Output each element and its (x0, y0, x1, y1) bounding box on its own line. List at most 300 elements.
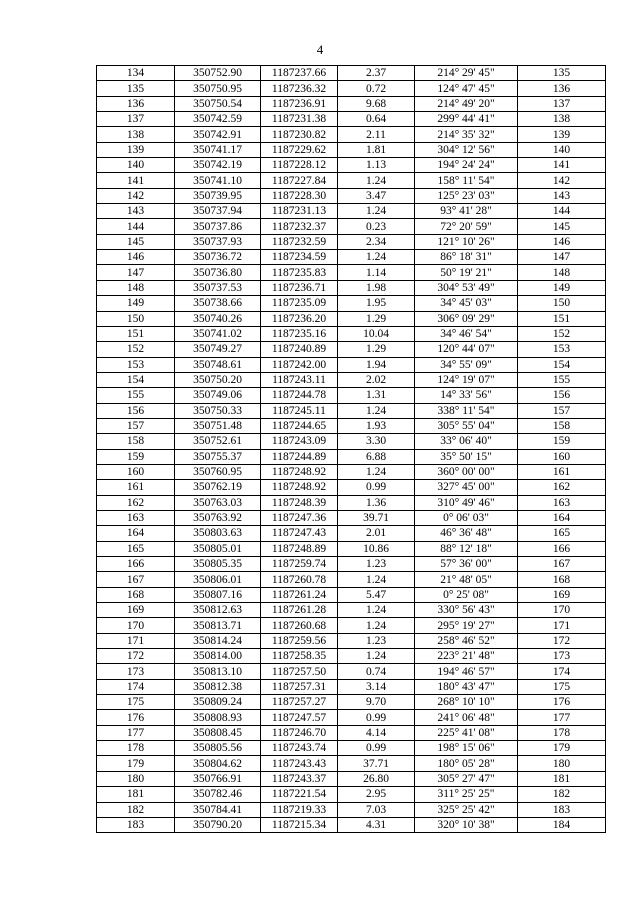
bearing-cell: 72° 20' 59" (415, 219, 518, 234)
y-coordinate-cell: 1187215.34 (261, 817, 338, 832)
distance-cell: 1.24 (338, 403, 415, 418)
bearing-cell: 214° 49' 20" (415, 96, 518, 111)
y-coordinate-cell: 1187259.56 (261, 633, 338, 648)
bearing-cell: 34° 55' 09" (415, 357, 518, 372)
y-coordinate-cell: 1187240.89 (261, 342, 338, 357)
bearing-cell: 86° 18' 31" (415, 250, 518, 265)
x-coordinate-cell: 350804.62 (175, 756, 261, 771)
distance-cell: 1.24 (338, 464, 415, 479)
distance-cell: 0.64 (338, 112, 415, 127)
y-coordinate-cell: 1187234.59 (261, 250, 338, 265)
next-point-cell: 151 (518, 311, 606, 326)
bearing-cell: 225° 41' 08" (415, 725, 518, 740)
coordinate-table (96, 65, 606, 833)
x-coordinate-cell: 350812.38 (175, 679, 261, 694)
y-coordinate-cell: 1187235.09 (261, 296, 338, 311)
point-number-cell: 174 (97, 679, 175, 694)
bearing-cell: 338° 11' 54" (415, 403, 518, 418)
point-number-cell: 135 (97, 81, 175, 96)
y-coordinate-cell: 1187261.24 (261, 587, 338, 602)
table-row (97, 495, 606, 510)
table-row (97, 771, 606, 786)
bearing-cell: 258° 46' 52" (415, 633, 518, 648)
next-point-cell: 143 (518, 188, 606, 203)
x-coordinate-cell: 350736.72 (175, 250, 261, 265)
table-row (97, 173, 606, 188)
y-coordinate-cell: 1187221.54 (261, 787, 338, 802)
x-coordinate-cell: 350737.86 (175, 219, 261, 234)
table-row (97, 787, 606, 802)
distance-cell: 1.24 (338, 649, 415, 664)
distance-cell: 2.02 (338, 372, 415, 387)
x-coordinate-cell: 350741.10 (175, 173, 261, 188)
distance-cell: 1.14 (338, 265, 415, 280)
bearing-cell: 311° 25' 25" (415, 787, 518, 802)
x-coordinate-cell: 350737.53 (175, 280, 261, 295)
y-coordinate-cell: 1187247.57 (261, 710, 338, 725)
x-coordinate-cell: 350738.66 (175, 296, 261, 311)
bearing-cell: 180° 05' 28" (415, 756, 518, 771)
bearing-cell: 327° 45' 00" (415, 480, 518, 495)
bearing-cell: 268° 10' 10" (415, 695, 518, 710)
x-coordinate-cell: 350741.17 (175, 142, 261, 157)
y-coordinate-cell: 1187257.50 (261, 664, 338, 679)
distance-cell: 0.99 (338, 741, 415, 756)
table-row (97, 265, 606, 280)
x-coordinate-cell: 350812.63 (175, 603, 261, 618)
distance-cell: 0.99 (338, 480, 415, 495)
y-coordinate-cell: 1187232.37 (261, 219, 338, 234)
distance-cell: 1.93 (338, 418, 415, 433)
y-coordinate-cell: 1187228.12 (261, 158, 338, 173)
y-coordinate-cell: 1187257.27 (261, 695, 338, 710)
bearing-cell: 50° 19' 21" (415, 265, 518, 280)
table-row (97, 234, 606, 249)
point-number-cell: 139 (97, 142, 175, 157)
bearing-cell: 360° 00' 00" (415, 464, 518, 479)
point-number-cell: 180 (97, 771, 175, 786)
distance-cell: 1.23 (338, 557, 415, 572)
point-number-cell: 143 (97, 204, 175, 219)
distance-cell: 0.74 (338, 664, 415, 679)
distance-cell: 0.23 (338, 219, 415, 234)
bearing-cell: 46° 36' 48" (415, 526, 518, 541)
next-point-cell: 183 (518, 802, 606, 817)
bearing-cell: 194° 46' 57" (415, 664, 518, 679)
x-coordinate-cell: 350742.91 (175, 127, 261, 142)
bearing-cell: 88° 12' 18" (415, 541, 518, 556)
distance-cell: 1.94 (338, 357, 415, 372)
table-row (97, 388, 606, 403)
point-number-cell: 140 (97, 158, 175, 173)
point-number-cell: 142 (97, 188, 175, 203)
point-number-cell: 170 (97, 618, 175, 633)
bearing-cell: 93° 41' 28" (415, 204, 518, 219)
point-number-cell: 159 (97, 449, 175, 464)
distance-cell: 4.31 (338, 817, 415, 832)
y-coordinate-cell: 1187244.89 (261, 449, 338, 464)
next-point-cell: 163 (518, 495, 606, 510)
table-row (97, 802, 606, 817)
x-coordinate-cell: 350805.56 (175, 741, 261, 756)
next-point-cell: 176 (518, 695, 606, 710)
next-point-cell: 161 (518, 464, 606, 479)
table-row (97, 557, 606, 572)
point-number-cell: 146 (97, 250, 175, 265)
bearing-cell: 158° 11' 54" (415, 173, 518, 188)
point-number-cell: 149 (97, 296, 175, 311)
x-coordinate-cell: 350739.95 (175, 188, 261, 203)
distance-cell: 9.70 (338, 695, 415, 710)
x-coordinate-cell: 350813.10 (175, 664, 261, 679)
point-number-cell: 151 (97, 326, 175, 341)
y-coordinate-cell: 1187242.00 (261, 357, 338, 372)
point-number-cell: 155 (97, 388, 175, 403)
point-number-cell: 157 (97, 418, 175, 433)
y-coordinate-cell: 1187237.66 (261, 66, 338, 81)
x-coordinate-cell: 350760.95 (175, 464, 261, 479)
x-coordinate-cell: 350741.02 (175, 326, 261, 341)
table-row (97, 188, 606, 203)
bearing-cell: 0° 06' 03" (415, 510, 518, 525)
next-point-cell: 158 (518, 418, 606, 433)
table-row (97, 695, 606, 710)
bearing-cell: 21° 48' 05" (415, 572, 518, 587)
distance-cell: 1.24 (338, 618, 415, 633)
x-coordinate-cell: 350803.63 (175, 526, 261, 541)
table-row (97, 81, 606, 96)
bearing-cell: 35° 50' 15" (415, 449, 518, 464)
table-row (97, 418, 606, 433)
point-number-cell: 144 (97, 219, 175, 234)
distance-cell: 2.11 (338, 127, 415, 142)
y-coordinate-cell: 1187243.11 (261, 372, 338, 387)
x-coordinate-cell: 350807.16 (175, 587, 261, 602)
table-row (97, 326, 606, 341)
distance-cell: 1.29 (338, 342, 415, 357)
point-number-cell: 179 (97, 756, 175, 771)
bearing-cell: 124° 47' 45" (415, 81, 518, 96)
point-number-cell: 165 (97, 541, 175, 556)
y-coordinate-cell: 1187231.38 (261, 112, 338, 127)
bearing-cell: 124° 19' 07" (415, 372, 518, 387)
bearing-cell: 121° 10' 26" (415, 234, 518, 249)
next-point-cell: 154 (518, 357, 606, 372)
bearing-cell: 304° 53' 49" (415, 280, 518, 295)
y-coordinate-cell: 1187244.65 (261, 418, 338, 433)
point-number-cell: 172 (97, 649, 175, 664)
point-number-cell: 183 (97, 817, 175, 832)
next-point-cell: 178 (518, 725, 606, 740)
distance-cell: 9.68 (338, 96, 415, 111)
point-number-cell: 138 (97, 127, 175, 142)
y-coordinate-cell: 1187230.82 (261, 127, 338, 142)
distance-cell: 5.47 (338, 587, 415, 602)
table-row (97, 66, 606, 81)
next-point-cell: 142 (518, 173, 606, 188)
bearing-cell: 194° 24' 24" (415, 158, 518, 173)
table-row (97, 127, 606, 142)
next-point-cell: 157 (518, 403, 606, 418)
distance-cell: 1.95 (338, 296, 415, 311)
point-number-cell: 167 (97, 572, 175, 587)
next-point-cell: 180 (518, 756, 606, 771)
point-number-cell: 166 (97, 557, 175, 572)
point-number-cell: 163 (97, 510, 175, 525)
bearing-cell: 241° 06' 48" (415, 710, 518, 725)
distance-cell: 3.14 (338, 679, 415, 694)
table-row (97, 756, 606, 771)
table-row (97, 449, 606, 464)
coordinate-table-body (97, 66, 606, 833)
y-coordinate-cell: 1187260.68 (261, 618, 338, 633)
point-number-cell: 175 (97, 695, 175, 710)
y-coordinate-cell: 1187236.20 (261, 311, 338, 326)
next-point-cell: 162 (518, 480, 606, 495)
y-coordinate-cell: 1187235.83 (261, 265, 338, 280)
x-coordinate-cell: 350782.46 (175, 787, 261, 802)
y-coordinate-cell: 1187248.39 (261, 495, 338, 510)
next-point-cell: 165 (518, 526, 606, 541)
x-coordinate-cell: 350752.61 (175, 434, 261, 449)
x-coordinate-cell: 350808.93 (175, 710, 261, 725)
distance-cell: 3.47 (338, 188, 415, 203)
point-number-cell: 137 (97, 112, 175, 127)
next-point-cell: 159 (518, 434, 606, 449)
table-row (97, 572, 606, 587)
table-row (97, 357, 606, 372)
table-row (97, 204, 606, 219)
point-number-cell: 173 (97, 664, 175, 679)
distance-cell: 0.72 (338, 81, 415, 96)
point-number-cell: 176 (97, 710, 175, 725)
y-coordinate-cell: 1187259.74 (261, 557, 338, 572)
y-coordinate-cell: 1187248.92 (261, 464, 338, 479)
x-coordinate-cell: 350742.59 (175, 112, 261, 127)
x-coordinate-cell: 350737.93 (175, 234, 261, 249)
table-row (97, 480, 606, 495)
next-point-cell: 172 (518, 633, 606, 648)
next-point-cell: 173 (518, 649, 606, 664)
y-coordinate-cell: 1187244.78 (261, 388, 338, 403)
bearing-cell: 306° 09' 29" (415, 311, 518, 326)
y-coordinate-cell: 1187258.35 (261, 649, 338, 664)
bearing-cell: 214° 29' 45" (415, 66, 518, 81)
next-point-cell: 168 (518, 572, 606, 587)
x-coordinate-cell: 350737.94 (175, 204, 261, 219)
next-point-cell: 152 (518, 326, 606, 341)
next-point-cell: 169 (518, 587, 606, 602)
bearing-cell: 34° 45' 03" (415, 296, 518, 311)
next-point-cell: 166 (518, 541, 606, 556)
x-coordinate-cell: 350750.95 (175, 81, 261, 96)
x-coordinate-cell: 350763.92 (175, 510, 261, 525)
x-coordinate-cell: 350814.24 (175, 633, 261, 648)
x-coordinate-cell: 350809.24 (175, 695, 261, 710)
table-row (97, 112, 606, 127)
y-coordinate-cell: 1187243.37 (261, 771, 338, 786)
point-number-cell: 164 (97, 526, 175, 541)
y-coordinate-cell: 1187243.09 (261, 434, 338, 449)
table-row (97, 142, 606, 157)
distance-cell: 10.86 (338, 541, 415, 556)
x-coordinate-cell: 350806.01 (175, 572, 261, 587)
distance-cell: 1.24 (338, 250, 415, 265)
bearing-cell: 180° 43' 47" (415, 679, 518, 694)
point-number-cell: 150 (97, 311, 175, 326)
bearing-cell: 34° 46' 54" (415, 326, 518, 341)
distance-cell: 1.36 (338, 495, 415, 510)
point-number-cell: 148 (97, 280, 175, 295)
bearing-cell: 304° 12' 56" (415, 142, 518, 157)
table-row (97, 219, 606, 234)
x-coordinate-cell: 350750.33 (175, 403, 261, 418)
y-coordinate-cell: 1187248.89 (261, 541, 338, 556)
x-coordinate-cell: 350813.71 (175, 618, 261, 633)
y-coordinate-cell: 1187247.43 (261, 526, 338, 541)
distance-cell: 1.24 (338, 204, 415, 219)
next-point-cell: 135 (518, 66, 606, 81)
distance-cell: 4.14 (338, 725, 415, 740)
table-row (97, 311, 606, 326)
next-point-cell: 136 (518, 81, 606, 96)
distance-cell: 1.13 (338, 158, 415, 173)
table-row (97, 741, 606, 756)
y-coordinate-cell: 1187247.36 (261, 510, 338, 525)
table-row (97, 603, 606, 618)
next-point-cell: 182 (518, 787, 606, 802)
bearing-cell: 305° 55' 04" (415, 418, 518, 433)
x-coordinate-cell: 350749.06 (175, 388, 261, 403)
next-point-cell: 156 (518, 388, 606, 403)
bearing-cell: 299° 44' 41" (415, 112, 518, 127)
table-row (97, 679, 606, 694)
x-coordinate-cell: 350742.19 (175, 158, 261, 173)
bearing-cell: 310° 49' 46" (415, 495, 518, 510)
x-coordinate-cell: 350784.41 (175, 802, 261, 817)
next-point-cell: 177 (518, 710, 606, 725)
distance-cell: 2.34 (338, 234, 415, 249)
bearing-cell: 0° 25' 08" (415, 587, 518, 602)
page-number: 4 (316, 42, 324, 57)
next-point-cell: 153 (518, 342, 606, 357)
next-point-cell: 139 (518, 127, 606, 142)
bearing-cell: 33° 06' 40" (415, 434, 518, 449)
table-row (97, 342, 606, 357)
y-coordinate-cell: 1187236.32 (261, 81, 338, 96)
x-coordinate-cell: 350736.80 (175, 265, 261, 280)
y-coordinate-cell: 1187228.30 (261, 188, 338, 203)
distance-cell: 1.24 (338, 173, 415, 188)
next-point-cell: 137 (518, 96, 606, 111)
distance-cell: 10.04 (338, 326, 415, 341)
table-row (97, 434, 606, 449)
bearing-cell: 330° 56' 43" (415, 603, 518, 618)
x-coordinate-cell: 350755.37 (175, 449, 261, 464)
bearing-cell: 295° 19' 27" (415, 618, 518, 633)
bearing-cell: 214° 35' 32" (415, 127, 518, 142)
point-number-cell: 154 (97, 372, 175, 387)
y-coordinate-cell: 1187232.59 (261, 234, 338, 249)
y-coordinate-cell: 1187235.16 (261, 326, 338, 341)
distance-cell: 39.71 (338, 510, 415, 525)
next-point-cell: 150 (518, 296, 606, 311)
next-point-cell: 179 (518, 741, 606, 756)
table-row (97, 372, 606, 387)
point-number-cell: 152 (97, 342, 175, 357)
point-number-cell: 134 (97, 66, 175, 81)
bearing-cell: 320° 10' 38" (415, 817, 518, 832)
distance-cell: 7.03 (338, 802, 415, 817)
next-point-cell: 148 (518, 265, 606, 280)
point-number-cell: 178 (97, 741, 175, 756)
table-row (97, 510, 606, 525)
x-coordinate-cell: 350762.19 (175, 480, 261, 495)
distance-cell: 1.98 (338, 280, 415, 295)
distance-cell: 1.81 (338, 142, 415, 157)
next-point-cell: 146 (518, 234, 606, 249)
table-row (97, 710, 606, 725)
y-coordinate-cell: 1187219.33 (261, 802, 338, 817)
point-number-cell: 153 (97, 357, 175, 372)
point-number-cell: 182 (97, 802, 175, 817)
next-point-cell: 138 (518, 112, 606, 127)
x-coordinate-cell: 350750.20 (175, 372, 261, 387)
y-coordinate-cell: 1187236.91 (261, 96, 338, 111)
next-point-cell: 149 (518, 280, 606, 295)
next-point-cell: 160 (518, 449, 606, 464)
x-coordinate-cell: 350790.20 (175, 817, 261, 832)
y-coordinate-cell: 1187246.70 (261, 725, 338, 740)
next-point-cell: 164 (518, 510, 606, 525)
point-number-cell: 158 (97, 434, 175, 449)
bearing-cell: 198° 15' 06" (415, 741, 518, 756)
distance-cell: 2.01 (338, 526, 415, 541)
x-coordinate-cell: 350805.01 (175, 541, 261, 556)
bearing-cell: 125° 23' 03" (415, 188, 518, 203)
next-point-cell: 171 (518, 618, 606, 633)
table-row (97, 725, 606, 740)
distance-cell: 6.88 (338, 449, 415, 464)
point-number-cell: 161 (97, 480, 175, 495)
x-coordinate-cell: 350808.45 (175, 725, 261, 740)
y-coordinate-cell: 1187229.62 (261, 142, 338, 157)
distance-cell: 1.24 (338, 603, 415, 618)
next-point-cell: 155 (518, 372, 606, 387)
y-coordinate-cell: 1187243.74 (261, 741, 338, 756)
x-coordinate-cell: 350750.54 (175, 96, 261, 111)
point-number-cell: 171 (97, 633, 175, 648)
point-number-cell: 156 (97, 403, 175, 418)
table-row (97, 633, 606, 648)
table-row (97, 158, 606, 173)
distance-cell: 1.23 (338, 633, 415, 648)
point-number-cell: 168 (97, 587, 175, 602)
x-coordinate-cell: 350740.26 (175, 311, 261, 326)
next-point-cell: 144 (518, 204, 606, 219)
distance-cell: 2.95 (338, 787, 415, 802)
bearing-cell: 223° 21' 48" (415, 649, 518, 664)
point-number-cell: 136 (97, 96, 175, 111)
point-number-cell: 147 (97, 265, 175, 280)
distance-cell: 2.37 (338, 66, 415, 81)
table-row (97, 649, 606, 664)
x-coordinate-cell: 350748.61 (175, 357, 261, 372)
distance-cell: 3.30 (338, 434, 415, 449)
y-coordinate-cell: 1187227.84 (261, 173, 338, 188)
table-row (97, 250, 606, 265)
x-coordinate-cell: 350752.90 (175, 66, 261, 81)
